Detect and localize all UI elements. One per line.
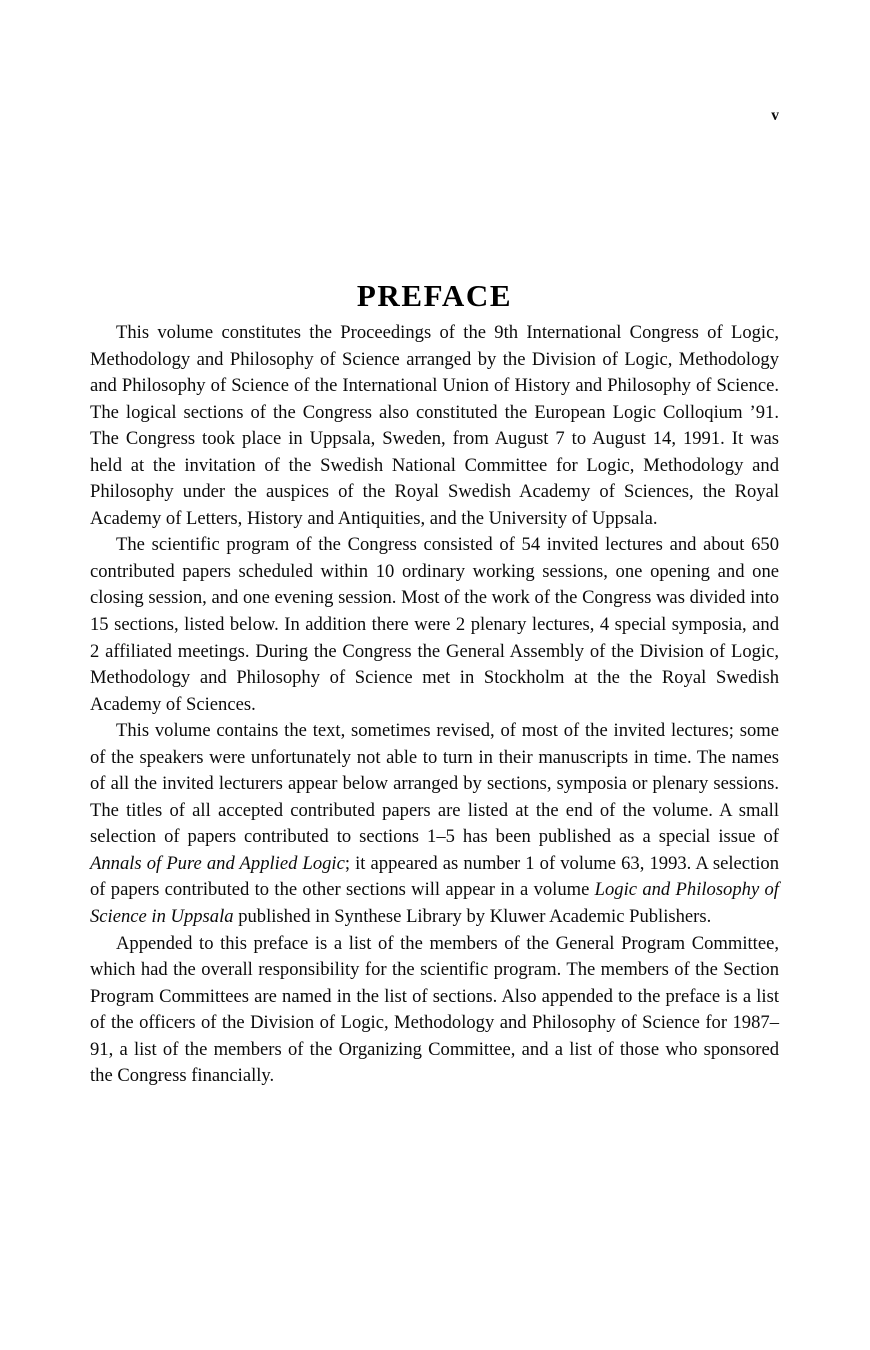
body-text [90, 320, 779, 1090]
journal-title-annals-of-pure-and-applied-logic: Annals of Pure and Applied Logic [90, 852, 345, 874]
paragraph-4-text: Appended to this preface is a list of the members of the General Program Committee, which had the overall responsibility for the scientific program. The members of the Section Program Committees are named in the list of sections. Also appended to the preface is a list of the officers of the Division of Logic, Methodology and Philosophy of Science for 1987–91, a list of the members of the Organizing Committee, and a list of those who sponsored the Congress financially. [90, 932, 779, 1087]
page-title: PREFACE [356, 277, 513, 313]
paragraph-2-text: The scientific program of the Congress consisted of 54 invited lectures and about 650 contributed papers scheduled within 10 ordinary working sessions, one opening and one closing session, and one evening session. Most of the work of the Congress was divided into 15 sections, listed below. In addition there were 2 plenary lectures, 4 special symposia, and 2 affiliated meetings. During the Congress the General Assembly of the Division of Logic, Methodology and Philosophy of Science met in Stockholm at the the Royal Swedish Academy of Sciences. [90, 534, 779, 715]
paragraph-3-text-part3: published in Synthese Library by Kluwer Academic Publishers. [233, 906, 712, 928]
paragraph-1-text: This volume constitutes the Proceedings of the 9th International Congress of Logic, Methodology and Philosophy of Science arranged by the Division of Logic, Methodology and Philosophy of Science of the International Union of History and Philosophy of Science. The logical sections of the Congress also constituted the European Logic Colloqium ’91. The Congress took place in Uppsala, Sweden, from August 7 to August 14, 1991. It was held at the invitation of the Swedish National Committee for Logic, Methodology and Philosophy under the auspices of the Royal Swedish Academy of Sciences, the Royal Academy of Letters, History and Antiquities, and the University of Uppsala. [90, 322, 779, 529]
paragraph-2 [90, 532, 779, 718]
paragraph-3 [90, 718, 779, 930]
paragraph-3-text-part1: This volume contains the text, sometimes revised, of most of the invited lectures; some of the speakers were unfortunately not able to turn in their manuscripts in time. The names of all the invited lecturers appear below arranged by sections, symposia or plenary sessions. The titles of all accepted contributed papers are listed at the end of the volume. A small selection of papers contributed to sections 1–5 has been published as a special issue of [90, 720, 779, 848]
paragraph-3-text-part2: ; it appeared as number 1 of volume 63, 1993. A selection of papers contributed to the other sections will appear in a volume [90, 852, 779, 901]
paragraph-4 [90, 931, 779, 1090]
book-title-logic-and-philosophy-of-science-in-uppsala: Logic and Philosophy of Science in Uppsala [90, 879, 779, 928]
page-number: v [771, 107, 779, 124]
paragraph-1 [90, 320, 779, 532]
